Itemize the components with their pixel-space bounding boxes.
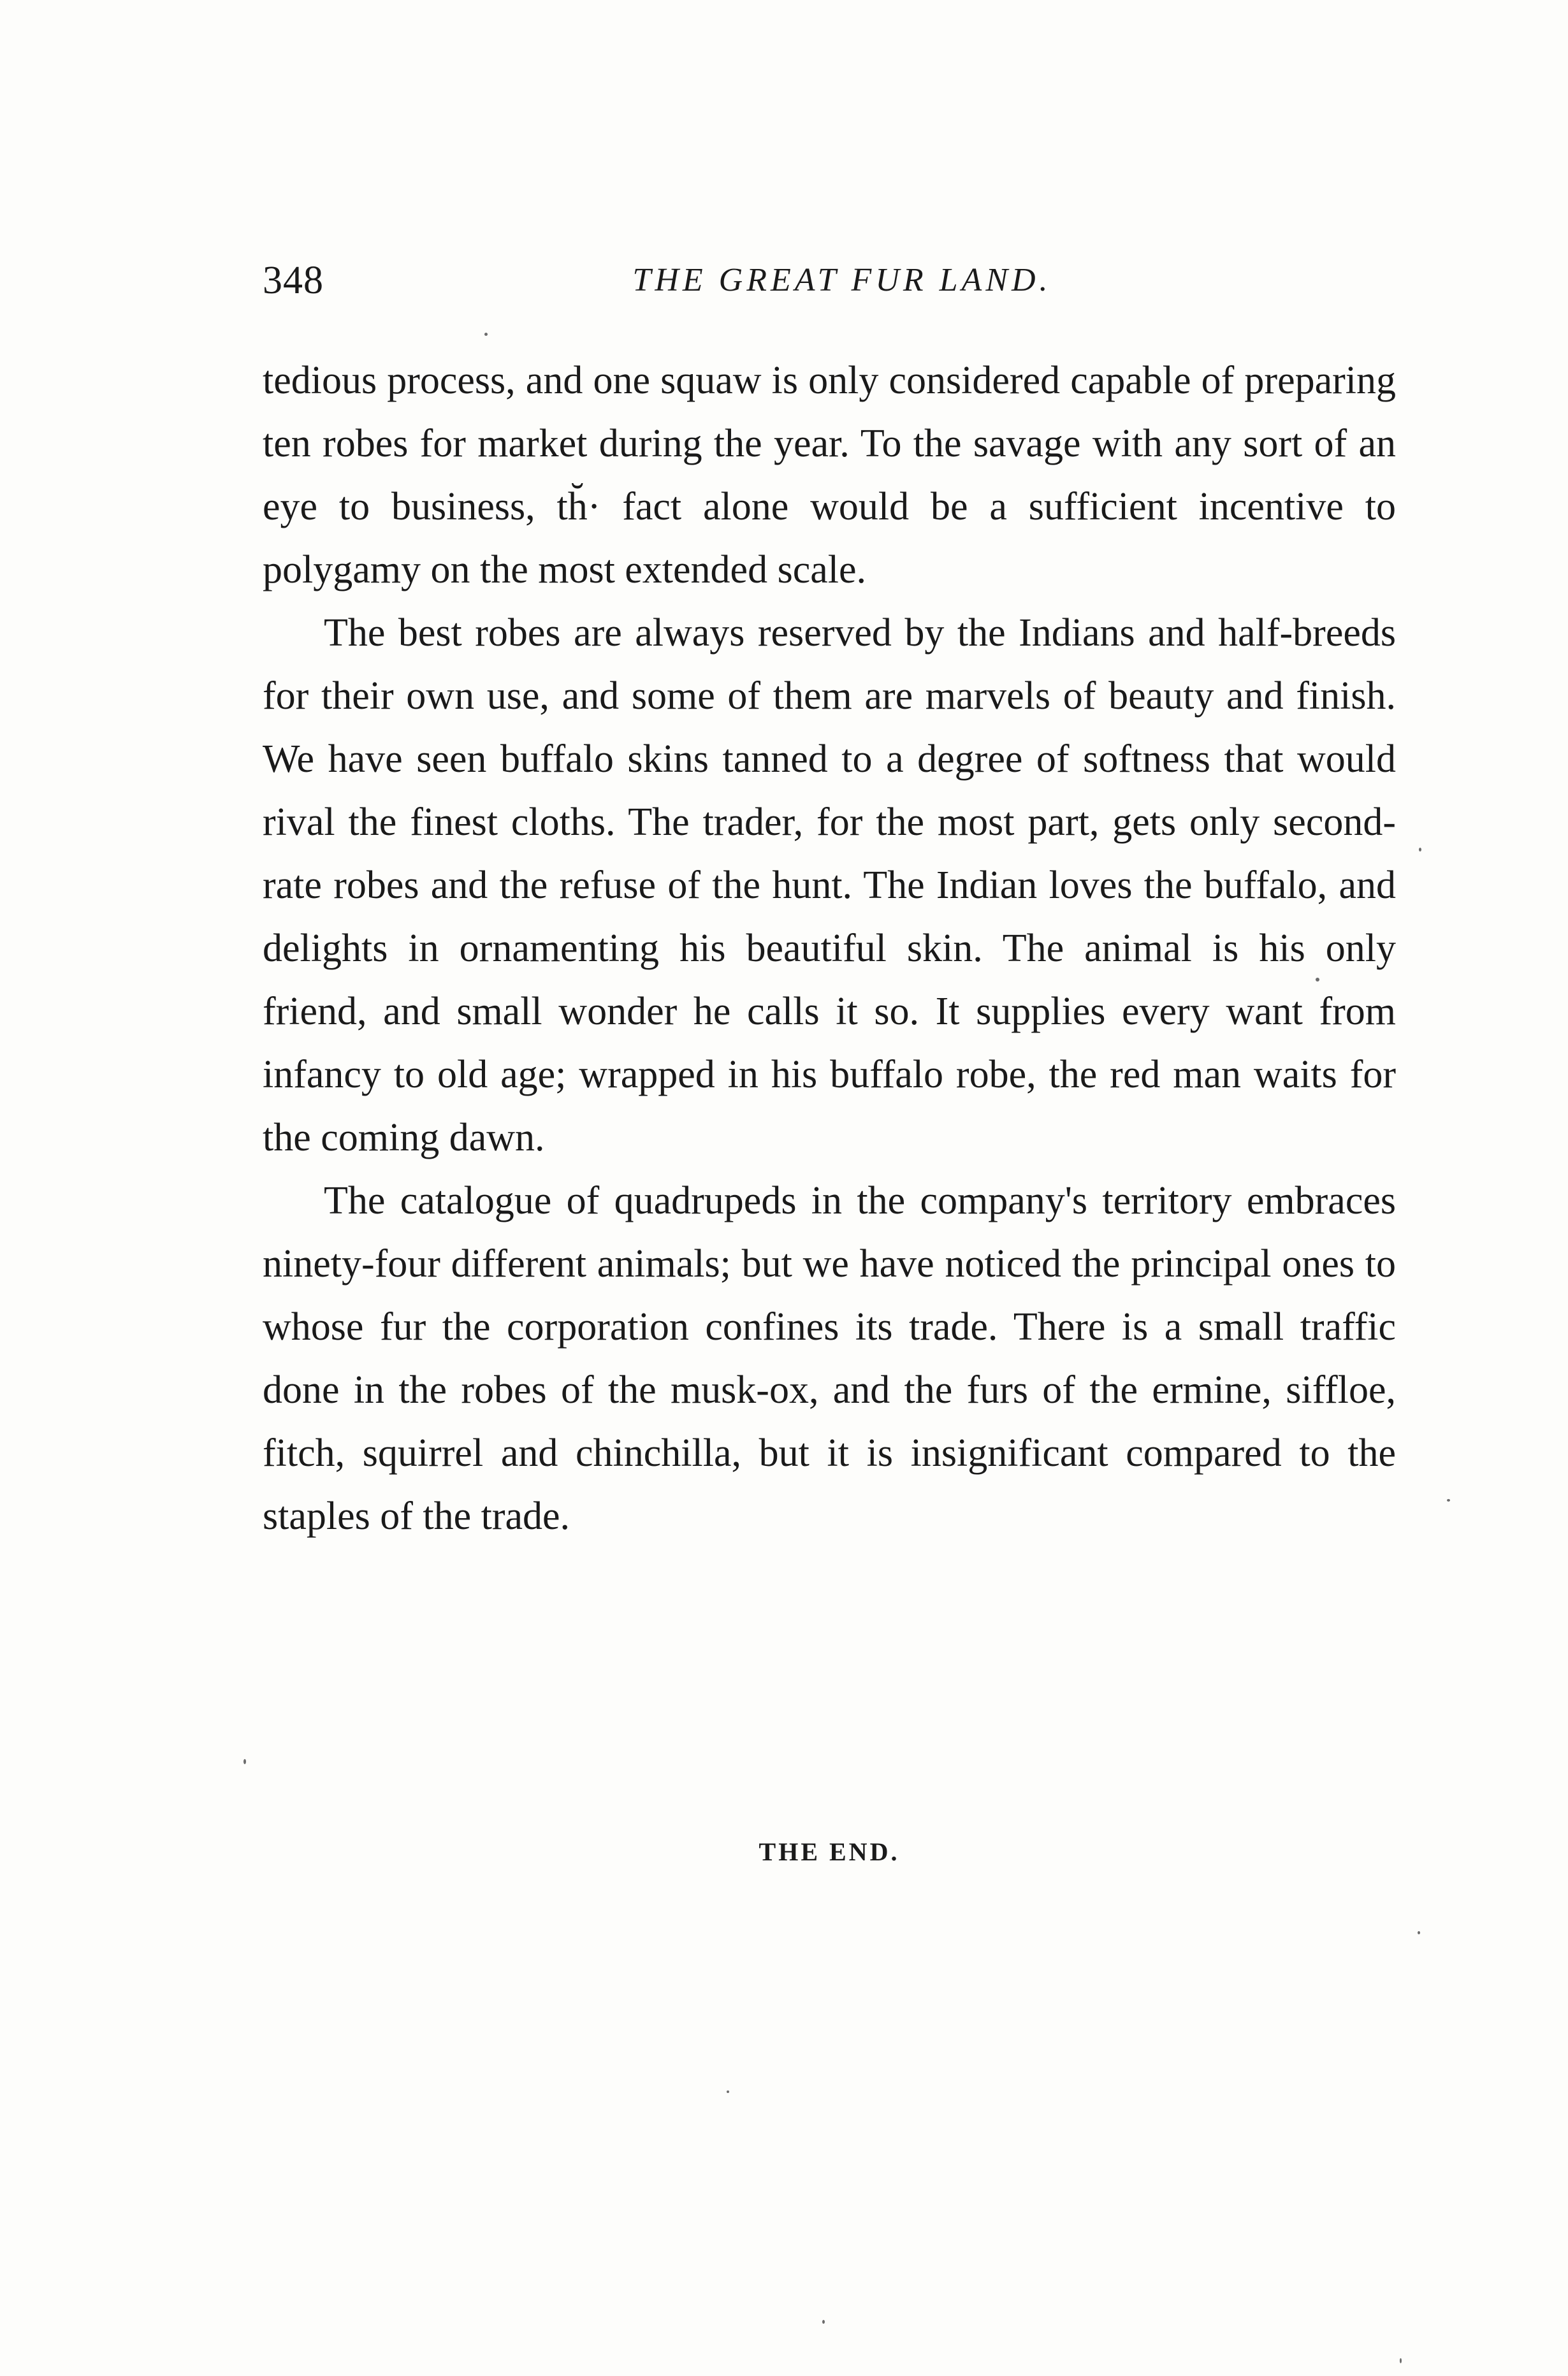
- scan-speck: [727, 2090, 729, 2093]
- scan-speck: [1419, 848, 1421, 851]
- paragraph-3: The catalogue of quadrupeds in the company's territory embraces ninety-four different animals; but we have noticed the principal ones to whose fur the corporation confines its trade. There is a small traffic done in the robes of the musk-ox, and the furs of the ermine, siffloe, fitch, squirrel and chinchilla, but it is insignificant compared to the staples of the trade.: [263, 1179, 1396, 1538]
- scan-speck: [243, 1759, 246, 1764]
- running-head: [263, 255, 1396, 306]
- scan-speck: [1400, 2358, 1402, 2363]
- paragraph-2: The best robes are always reserved by the Indians and half-breeds for their own use, and some of them are marvels of beauty and finish. We have seen buffalo skins tanned to a degree of softness that would rival the finest cloths. The trader, for the most part, gets only second-rate robes and the refuse of the hunt. The Indian loves the buffalo, and delights in ornamenting his beautiful skin. The animal is his only friend, and small wonder he calls it so. It supplies every want from infancy to old age; wrapped in his buffalo robe, the red man waits for the coming dawn.: [263, 611, 1396, 1159]
- the-end-label: THE END.: [759, 1837, 900, 1866]
- paragraph-1: tedious process, and one squaw is only considered capable of preparing ten robes for market during the year. To the savage with any sort of an eye to business, th̆· fact alone would be a sufficient incentive to polygamy on the most extended scale.: [263, 359, 1396, 591]
- scan-speck: [1316, 978, 1319, 982]
- running-title: THE GREAT FUR LAND.: [632, 262, 1052, 298]
- body-text: [263, 349, 1396, 1548]
- scan-speck: [1418, 1931, 1420, 1934]
- page-number: 348: [263, 259, 324, 302]
- scan-speck: [822, 2320, 825, 2324]
- scan-speck: [1447, 1499, 1450, 1502]
- scan-speck: [484, 333, 488, 336]
